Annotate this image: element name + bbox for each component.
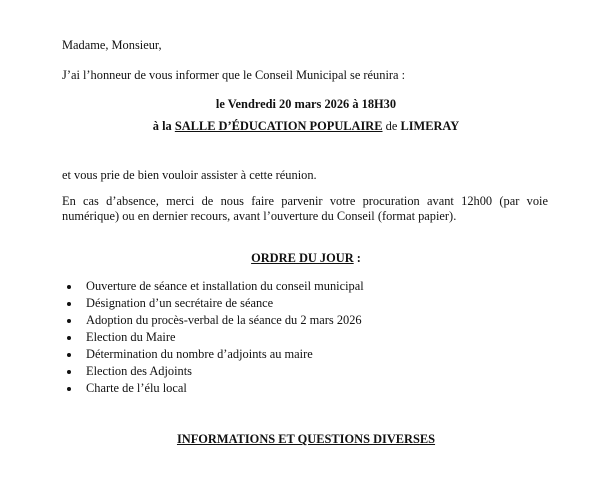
misc-heading [0,432,594,447]
venue-prefix: à la [152,119,172,133]
absence-notice: En cas d’absence, merci de nous faire parvenir votre procuration avant 12h00 (par voie numérique) ou en dernier recours, avant l’ouverture du Conseil (format papier). [62,194,548,223]
agenda-item [62,278,364,295]
agenda-item [62,295,364,312]
agenda-item-text: Election du Maire [86,330,176,344]
bullet-icon [67,319,71,323]
agenda-item-text: Ouverture de séance et installation du conseil municipal [86,279,364,293]
agenda-item [62,329,364,346]
agenda-item-text: Charte de l’élu local [86,381,187,395]
intro-text: J’ai l’honneur de vous informer que le Conseil Municipal se réunira : [62,68,406,82]
venue-town: LIMERAY [400,119,460,133]
agenda-item [62,363,364,380]
attendance-request: et vous prie de bien vouloir assister à cette réunion. [62,168,317,182]
meeting-venue [0,119,594,134]
venue-connector: de [385,119,398,133]
agenda-title: ORDRE DU JOUR [251,251,354,265]
agenda-list [62,278,364,397]
venue-name: SALLE D’ÉDUCATION POPULAIRE [174,119,383,133]
agenda-item-text: Adoption du procès-verbal de la séance du 2 mars 2026 [86,313,362,327]
misc-title: INFORMATIONS ET QUESTIONS DIVERSES [176,432,436,446]
agenda-item [62,380,364,397]
salutation: Madame, Monsieur, [62,38,162,52]
agenda-title-suffix: : [353,251,361,265]
agenda-heading [0,251,594,266]
agenda-item-text: Election des Adjoints [86,364,192,378]
bullet-icon [67,285,71,289]
agenda-item [62,346,364,363]
bullet-icon [67,370,71,374]
agenda-item-text: Désignation d’un secrétaire de séance [86,296,274,310]
meeting-date: le Vendredi 20 mars 2026 à 18H30 [215,97,397,111]
bullet-icon [67,336,71,340]
agenda-item-text: Détermination du nombre d’adjoints au maire [86,347,313,361]
bullet-icon [67,302,71,306]
bullet-icon [67,353,71,357]
agenda-item [62,312,364,329]
bullet-icon [67,387,71,391]
